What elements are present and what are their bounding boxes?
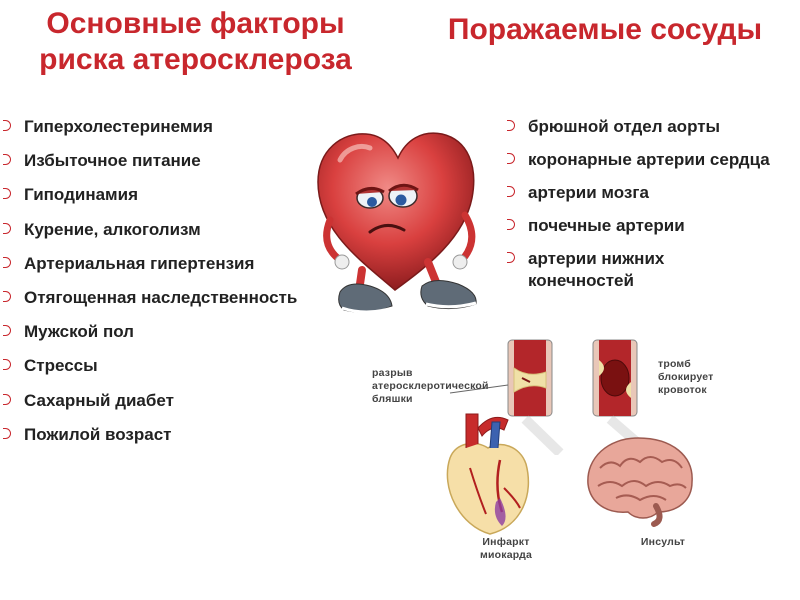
risk-factors-title bbox=[8, 6, 383, 78]
list-item-label: коронарные артерии сердца bbox=[528, 150, 770, 169]
list-item-label: артерии нижних конечностей bbox=[528, 249, 665, 290]
list-item bbox=[0, 321, 350, 343]
list-item-label: Гиподинамия bbox=[24, 185, 139, 205]
list-item bbox=[0, 253, 350, 275]
list-item-label: Отягощенная наследственность bbox=[24, 287, 298, 307]
list-item-label: Сахарный диабет bbox=[24, 390, 174, 410]
brain-illustration bbox=[580, 428, 700, 528]
bullet-icon bbox=[3, 188, 11, 199]
risk-factors-title-line2: риска атеросклероза bbox=[39, 43, 352, 76]
bullet-icon bbox=[507, 186, 515, 197]
bullet-icon bbox=[3, 428, 11, 439]
list-item bbox=[0, 150, 350, 172]
affected-vessels-title: Поражаемые сосуды bbox=[447, 13, 763, 46]
bullet-icon bbox=[3, 257, 11, 268]
list-item-label: Пожилой возраст bbox=[24, 424, 172, 444]
plaque-rupture-label-line3: бляшки bbox=[372, 393, 413, 405]
list-item-label: Курение, алкоголизм bbox=[24, 219, 201, 239]
list-item bbox=[0, 116, 350, 138]
bullet-icon bbox=[3, 291, 11, 302]
risk-factors-title-line1: Основные факторы bbox=[46, 7, 345, 40]
plaque-rupture-label-line1: разрыв bbox=[372, 367, 413, 379]
list-item-label: Гиперхолестеринемия bbox=[24, 117, 213, 136]
infarct-label-line1: Инфаркт bbox=[482, 536, 530, 548]
bullet-icon bbox=[3, 223, 11, 234]
plaque-rupture-label bbox=[372, 367, 502, 406]
list-item bbox=[504, 182, 774, 204]
list-item bbox=[0, 184, 350, 206]
bullet-icon bbox=[3, 120, 11, 131]
list-item bbox=[0, 424, 350, 446]
stroke-label: Инсульт bbox=[640, 536, 686, 548]
plaque-rupture-label-line2: атеросклеротической bbox=[372, 380, 489, 392]
bullet-icon bbox=[3, 359, 11, 370]
thrombus-label-line2: блокирует bbox=[658, 371, 714, 383]
list-item-label: Мужской пол bbox=[24, 322, 134, 342]
list-item-label: брюшной отдел аорты bbox=[528, 117, 721, 136]
list-item bbox=[504, 149, 774, 171]
bullet-icon bbox=[507, 153, 515, 164]
list-item-label: Артериальная гипертензия bbox=[24, 253, 255, 273]
list-item bbox=[0, 390, 350, 412]
bullet-icon bbox=[3, 154, 11, 165]
bullet-icon bbox=[507, 252, 515, 263]
anatomical-heart-illustration bbox=[430, 408, 540, 538]
thrombus-label-line3: кровоток bbox=[658, 384, 707, 396]
myocardial-infarction-label bbox=[466, 536, 546, 562]
list-item-label: Стрессы bbox=[24, 356, 98, 376]
sad-heart-illustration bbox=[300, 120, 505, 335]
list-item bbox=[504, 215, 774, 237]
list-item bbox=[0, 287, 350, 309]
list-item-label: Избыточное питание bbox=[24, 151, 201, 171]
list-item bbox=[0, 219, 350, 241]
bullet-icon bbox=[507, 120, 515, 131]
bullet-icon bbox=[507, 219, 515, 230]
list-item-label: артерии мозга bbox=[528, 183, 649, 202]
bullet-icon bbox=[3, 325, 11, 336]
risk-factors-list bbox=[0, 116, 350, 458]
affected-vessels-list bbox=[504, 116, 774, 303]
bullet-icon bbox=[3, 394, 11, 405]
list-item-label: почечные артерии bbox=[528, 216, 685, 235]
list-item bbox=[504, 248, 774, 292]
thrombus-label bbox=[658, 358, 758, 397]
thrombus-label-line1: тромб bbox=[658, 358, 691, 370]
infarct-label-line2: миокарда bbox=[480, 549, 532, 561]
list-item bbox=[0, 355, 350, 377]
list-item bbox=[504, 116, 774, 138]
